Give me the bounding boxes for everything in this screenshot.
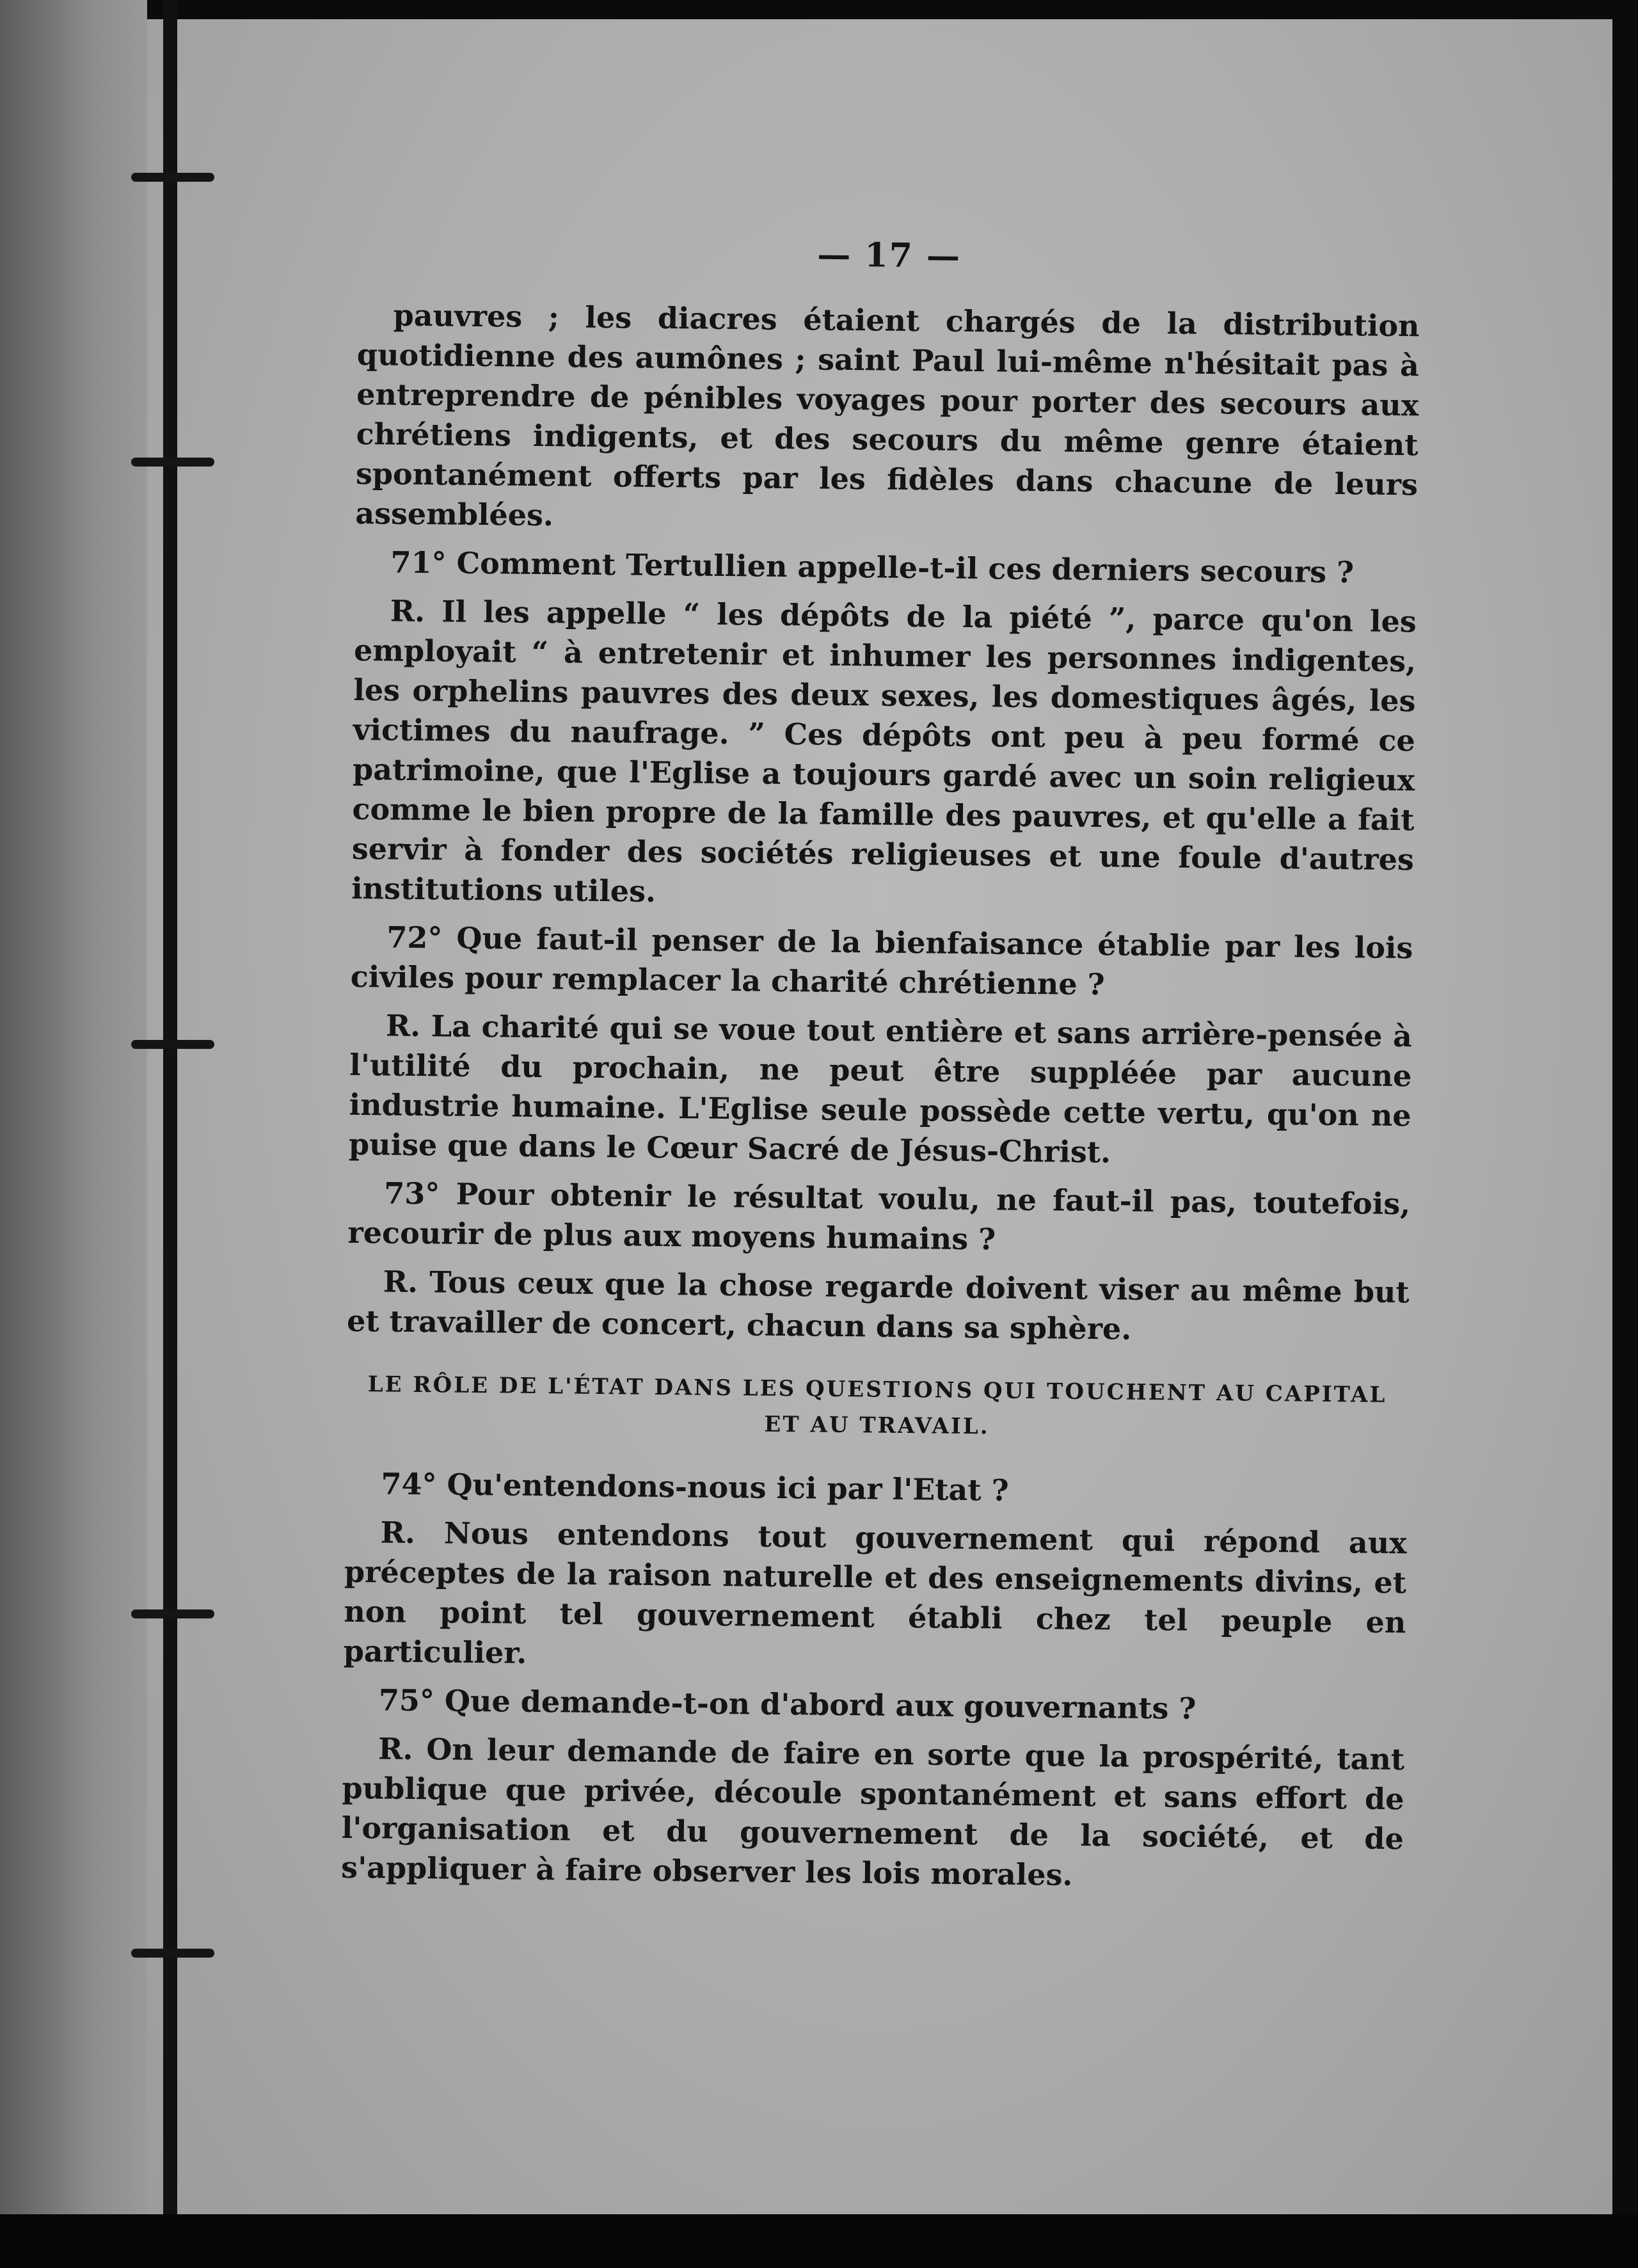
- scan-bottom-edge: [0, 2214, 1638, 2268]
- page-text-block: [341, 230, 1420, 1907]
- question-75: 75° Que demande-t-on d'abord aux gouvernants ?: [378, 1682, 1197, 1726]
- facing-page-edge: [0, 0, 147, 2240]
- answer-71: R. Il les appelle “ les dépôts de la piété ”, parce qu'on les employait “ à entretenir et inhumer les personnes indigentes, les orphelins pauvres des deux sexes, les domestiques âgés, les victimes du naufrage. ” Ces dépôts ont peu à peu formé ce patrimoine, que l'Eglise a toujours gardé avec un soin religieux comme le bien propre de la famille des pauvres, et qu'elle a fait servir à fonder des sociétés religieuses et une foule d'autres institutions utiles.: [351, 593, 1417, 909]
- binding-stitch: [131, 1040, 214, 1049]
- answer-74: R. Nous entendons tout gouvernement qui répond aux préceptes de la raison naturelle et des enseignements divins, et non point tel gouvernement établi chez tel peuple en particulier.: [343, 1515, 1407, 1670]
- binding-thread: [163, 0, 177, 2268]
- answer-73: R. Tous ceux que la chose regarde doivent viser au même but et travailler de concert, chacun dans sa sphère.: [346, 1264, 1410, 1346]
- page-number: — 17 —: [817, 235, 962, 276]
- paragraph-continuation: pauvres ; les diacres étaient chargés de la distribution quotidienne des aumônes ; saint Paul lui-même n'hésitait pas à entreprendre de pénibles voyages pour porter des secours aux chrétiens indigents, et des secours du même genre étaient spontanément offerts par les fidèles dans chacune de leurs assemblées.: [355, 298, 1420, 533]
- binding-stitch: [131, 173, 214, 182]
- answer-75: R. On leur demande de faire en sorte que la prospérité, tant publique que privée, découle spontanément et sans effort de l'organisation et du gouvernement de la société, et de s'appliquer à faire observer les lois morales.: [340, 1731, 1405, 1892]
- binding-stitch: [131, 1609, 214, 1618]
- section-heading: LE RÔLE DE L'ÉTAT DANS LES QUESTIONS QUI TOUCHENT AU CAPITAL ET AU TRAVAIL.: [367, 1371, 1387, 1440]
- binding-stitch: [131, 458, 214, 467]
- answer-72: R. La charité qui se voue tout entière et sans arrière-pensée à l'utilité du prochain, ne peut être suppléée par aucune industrie humaine. L'Eglise seule possède cette vertu, qu'on ne puise que dans le Cœur Sacré de Jésus-Christ.: [348, 1008, 1413, 1170]
- question-72: 72° Que faut-il penser de la bienfaisance établie par les lois civiles pour remplacer la charité chrétienne ?: [350, 920, 1413, 1002]
- binding-stitch: [131, 1949, 214, 1958]
- question-71: 71° Comment Tertullien appelle-t-il ces derniers secours ?: [390, 545, 1355, 590]
- question-73: 73° Pour obtenir le résultat voulu, ne faut-il pas, toutefois, recourir de plus aux moyens humains ?: [347, 1176, 1411, 1257]
- question-74: 74° Qu'entendons-nous ici par l'Etat ?: [381, 1466, 1009, 1508]
